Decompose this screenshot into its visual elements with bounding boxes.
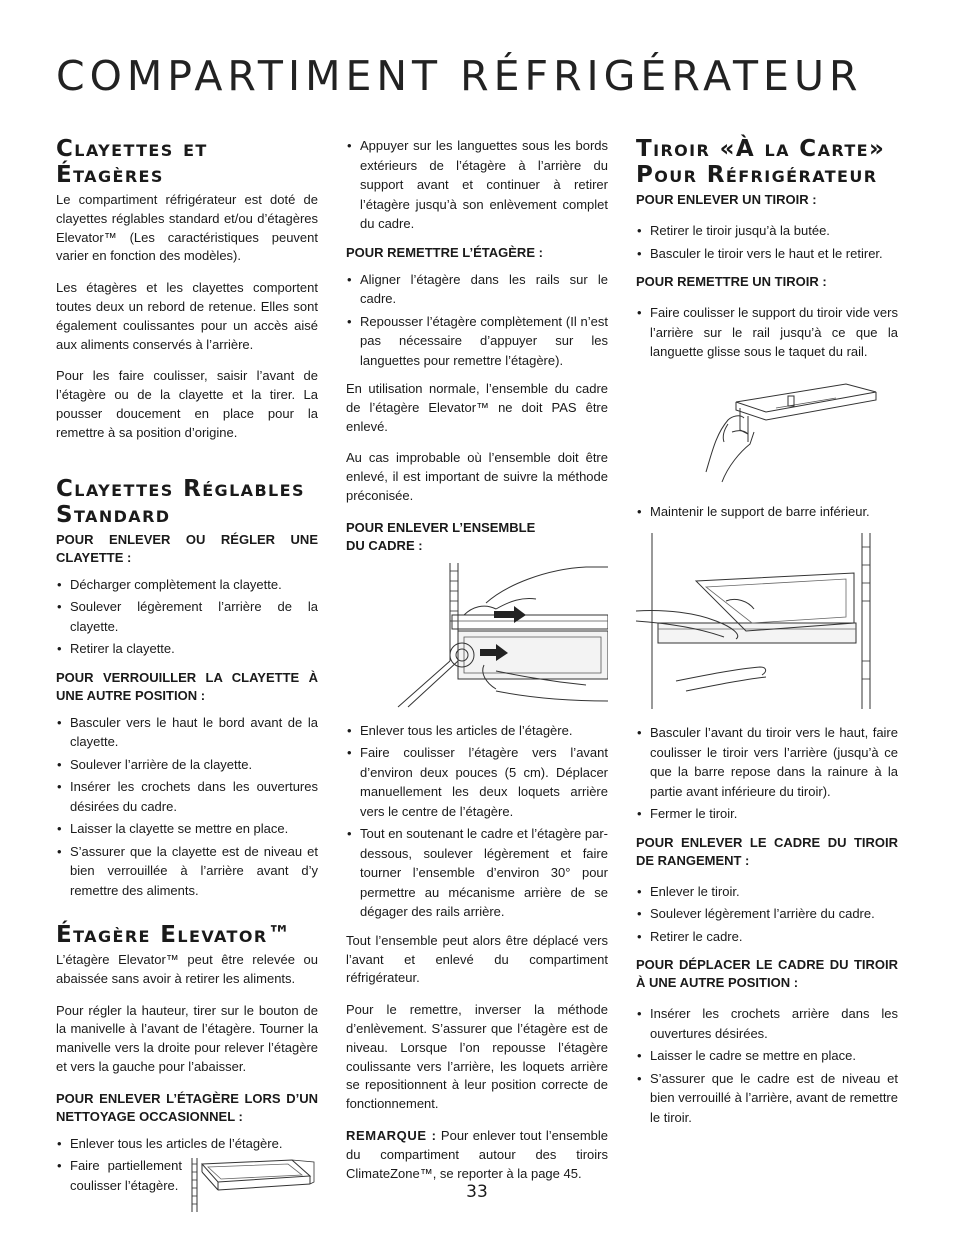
paragraph: Le compartiment réfrigérateur est doté de clayettes réglables standard et/ou d’étagères Elevator™ (Les caractéristiques peuvent varier en fonction des modèles). — [56, 192, 318, 264]
list-item: • Soulever légèrement l’arrière de la clayette. — [56, 597, 318, 636]
heading-tiroir-carte — [636, 136, 898, 188]
list-verrouiller-clayette — [56, 713, 318, 901]
column-2 — [346, 136, 608, 1196]
subheading-enlever-etagere: POUR ENLEVER L’ÉTAGÈRE LORS D’UN NETTOYAGE OCCASIONNEL : — [56, 1090, 318, 1124]
list-item: • Maintenir le support de barre inférieur. — [636, 502, 898, 522]
list-item: • Soulever légèrement l’arrière du cadre. — [636, 904, 898, 924]
paragraph: Au cas improbable où l’ensemble doit être enlevé, il est important de suivre la méthode préconisée. — [346, 450, 608, 503]
paragraph: Tout l’ensemble peut alors être déplacé vers l’avant et enlevé du compartiment réfrigérateur. — [346, 932, 608, 986]
list-basculer-tiroir — [636, 723, 898, 824]
list-enlever-etagere — [56, 1134, 318, 1215]
page-number: 33 — [466, 1182, 488, 1202]
list-remettre-tiroir — [636, 303, 898, 362]
paragraph: Les étagères et les clayettes comportent toutes deux un rebord de retenue. Elles sont également coulissantes pour un accès aisé aux aliments conservés à l’arrière. — [56, 280, 318, 352]
list-appuyer-languettes — [346, 136, 608, 234]
column-3 — [636, 136, 898, 1137]
list-deplacer-cadre — [636, 1004, 898, 1127]
list-item: • Enlever le tiroir. — [636, 882, 898, 902]
subheading-enlever-tiroir: POUR ENLEVER UN TIROIR : — [636, 192, 817, 207]
note-text: Pour enlever tout l’ensemble du compartiment autour des tiroirs ClimateZone™, se reporter à la page 45. — [346, 1127, 608, 1181]
list-remettre-etagere — [346, 270, 608, 371]
list-item: • Fermer le tiroir. — [636, 804, 898, 824]
list-item: • Décharger complètement la clayette. — [56, 575, 318, 595]
drawer-support-illustration — [636, 372, 898, 492]
subheading-remettre-etagere: POUR REMETTRE L’ÉTAGÈRE : — [346, 244, 543, 260]
page-title — [56, 52, 862, 100]
subheading-enlever-clayette: POUR ENLEVER OU RÉGLER UNE CLAYETTE : — [56, 531, 318, 565]
list-item: • Basculer le tiroir vers le haut et le retirer. — [636, 244, 898, 264]
list-item: • Soulever l’arrière de la clayette. — [56, 755, 318, 775]
list-item: • Basculer l’avant du tiroir vers le haut, faire coulisser le tiroir vers l’arrière (jusqu’à ce que la barre repose dans la rainure à la partie avant inférieure du tiroir). — [636, 723, 898, 801]
list-item: • Repousser l’étagère complètement (Il n’est pas nécessaire d’appuyer sur les languettes pour remettre l’étagère). — [346, 312, 608, 371]
list-item: • Aligner l’étagère dans les rails sur le cadre. — [346, 270, 608, 309]
list-item: • S’assurer que la clayette est de niveau et bien verrouillée à l’arrière avant d’y remettre des aliments. — [56, 842, 318, 901]
heading-line: Pour Réfrigérateur — [636, 162, 878, 188]
subheading-enlever-ensemble — [346, 519, 608, 555]
subheading-enlever-cadre: POUR ENLEVER LE CADRE DU TIROIR DE RANGEMENT : — [636, 834, 898, 868]
list-item: • S’assurer que le cadre est de niveau et bien verrouillé à l’arrière, avant de remettre le tiroir. — [636, 1069, 898, 1128]
list-enlever-cadre — [636, 882, 898, 947]
list-item: • Laisser la clayette se mettre en place. — [56, 819, 318, 839]
list-item: • Appuyer sur les languettes sous les bords extérieurs de l’étagère à l’arrière du support avant et continuer à retirer l’étagère jusqu’à son enlèvement complet du cadre. — [346, 136, 608, 234]
list-item: • Faire coulisser le support du tiroir vide vers l’arrière sur le rail jusqu’à ce que la languette glisse sous le taquet du rail. — [636, 303, 898, 362]
heading-etagere-elevator: Étagère Elevator™ — [56, 922, 292, 949]
list-item: • Insérer les crochets dans les ouvertures désirées du cadre. — [56, 777, 318, 816]
subheading-line: POUR ENLEVER L’ENSEMBLE — [346, 519, 536, 535]
list-enlever-tiroir — [636, 221, 898, 263]
list-item: • Tout en soutenant le cadre et l’étagère par-dessous, soulever légèrement et faire tourner l’ensemble d’environ 30° pour permettre au mécanisme arrière de se dégager des rails arrière. — [346, 824, 608, 922]
page-title-text: COMPARTIMENT RÉFRIGÉRATEUR — [56, 52, 863, 100]
list-item: • Faire coulisser l’étagère vers l’avant d’environ deux pouces (5 cm). Déplacer manuellement les deux loquets arrière vers le centre de l’étagère. — [346, 743, 608, 821]
list-item: • Basculer vers le haut le bord avant de la clayette. — [56, 713, 318, 752]
subheading-line: DU CADRE : — [346, 537, 423, 553]
list-item: • Insérer les crochets arrière dans les ouvertures désirées. — [636, 1004, 898, 1043]
paragraph: Pour régler la hauteur, tirer sur le bouton de la manivelle à l’avant de l’étagère. Tourner la manivelle vers la droite pour relever l’étagère et vers la gauche pour l’abaisser. — [56, 1002, 318, 1075]
note — [346, 1127, 608, 1183]
list-item: • Laisser le cadre se mettre en place. — [636, 1046, 898, 1066]
heading-clayettes-etageres: Clayettes et Étagères — [56, 136, 208, 188]
list-maintenir-support — [636, 502, 898, 522]
list-enlever-ensemble — [346, 721, 608, 922]
paragraph: L’étagère Elevator™ peut être relevée ou abaissée sans avoir à retirer les aliments. — [56, 952, 318, 986]
subheading-remettre-tiroir: POUR REMETTRE UN TIROIR : — [636, 274, 827, 289]
paragraph: Pour les faire coulisser, saisir l’avant de l’étagère ou de la clayette et la tirer. La pousser doucement en place pour la remettre à sa position d’origine. — [56, 368, 318, 440]
paragraph: Pour le remettre, inverser la méthode d’enlèvement. S’assurer que l’étagère est de niveau. Lorsque l’on repousse l’étagère coulissante vers l’arrière, les loquets arrière se repositionnent à leur position correcte de fonctionnement. — [346, 1002, 608, 1112]
list-item-text: Faire partiellement coulisser l’étagère. — [70, 1158, 182, 1193]
subheading-verrouiller-clayette: POUR VERROUILLER LA CLAYETTE À UNE AUTRE POSITION : — [56, 669, 318, 703]
paragraph: En utilisation normale, l’ensemble du cadre de l’étagère Elevator™ ne doit PAS être enlevé. — [346, 381, 608, 434]
column-1 — [56, 136, 318, 1224]
subheading-deplacer-cadre: POUR DÉPLACER LE CADRE DU TIROIR À UNE AUTRE POSITION : — [636, 957, 898, 990]
list-item: • Retirer le tiroir jusqu’à la butée. — [636, 221, 898, 241]
list-item: • Enlever tous les articles de l’étagère. — [56, 1134, 318, 1154]
heading-clayettes-reglables: Clayettes Réglables Standard — [56, 475, 305, 528]
list-enlever-clayette — [56, 575, 318, 659]
list-item: • Retirer le cadre. — [636, 927, 898, 947]
drawer-insert-illustration — [636, 531, 898, 713]
heading-line: Tiroir «À la Carte» — [636, 136, 886, 162]
frame-removal-illustration — [346, 561, 608, 711]
list-item: • Enlever tous les articles de l’étagère. — [346, 721, 608, 741]
note-label: REMARQUE : — [346, 1127, 437, 1143]
list-item: • Retirer la clayette. — [56, 639, 318, 659]
